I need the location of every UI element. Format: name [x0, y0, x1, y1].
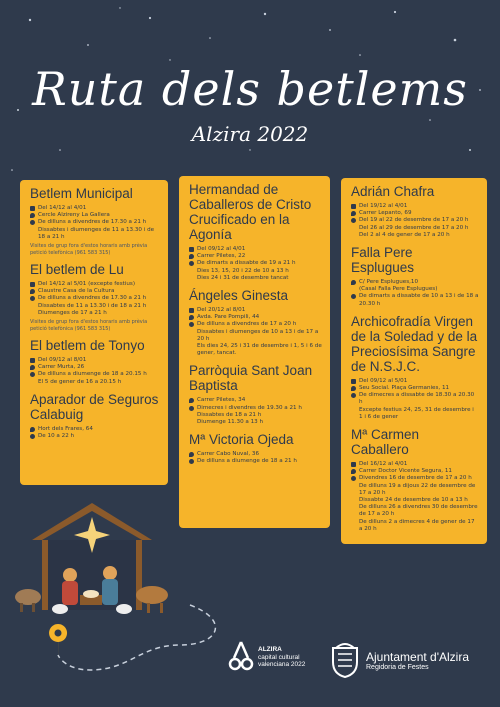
spacer-icon: [351, 520, 356, 525]
betlem-info-text: Carrer Cabo Nuval, 36: [197, 451, 260, 458]
betlem-info-line: [351, 286, 479, 293]
betlem-info-line: [351, 475, 479, 482]
clock-icon: [189, 406, 194, 411]
spacer-icon: [351, 226, 356, 231]
betlem-name: Parròquia Sant Joan Baptista: [189, 363, 313, 394]
clock-icon: [189, 261, 194, 266]
clock-icon: [30, 372, 35, 377]
betlem-entry: [351, 184, 479, 239]
betlem-info-line: [189, 314, 322, 321]
betlem-info-text: De dimecres a dissabte de 18.30 a 20.30 h: [359, 392, 475, 406]
betlem-info-text: Dimecres i divendres de 19.30 a 21 h: [197, 404, 302, 411]
pin-icon: [351, 211, 356, 216]
betlem-info-text: Dies 24 i 31 de desembre tancat: [197, 274, 289, 281]
betlem-info-text: El 5 de gener de 16 a 20.15 h: [38, 378, 122, 385]
ajuntament-name: Ajuntament d'Alzira: [366, 650, 470, 664]
betlem-info-text: (Casal Falla Pere Esplugues): [359, 286, 438, 293]
betlem-info-text: Del 09/12 al 8/01: [38, 357, 87, 364]
betlem-info-text: Carrer Lepanto, 69: [359, 210, 412, 217]
betlem-entry: [189, 182, 322, 282]
betlem-info-text: De dilluns 2 a dimecres 4 de gener de 17 a 20 h: [359, 518, 475, 532]
betlem-entry: [30, 186, 160, 256]
pin-icon: [351, 469, 356, 474]
betlem-info-line: [30, 357, 160, 364]
betlem-info-line: [30, 219, 160, 226]
betlem-info-line: [351, 483, 479, 497]
clock-icon: [351, 393, 356, 398]
spacer-icon: [189, 344, 194, 349]
betlem-name: Aparador de Seguros Calabuig: [30, 391, 159, 422]
betlem-info-text: Dies 13, 15, 20 i 22 de 10 a 13 h: [197, 267, 289, 274]
betlem-info-line: [189, 329, 322, 343]
betlem-info-text: Del 26 al 29 de desembre de 17 a 20 h: [359, 224, 469, 231]
betlem-note: Visites de grup fora d'estos horaris amb prèvia petició telefònica (961 583 315): [30, 243, 148, 256]
betlem-info-line: [189, 268, 322, 275]
betlem-info-line: [189, 405, 322, 412]
clock-icon: [351, 218, 356, 223]
betlem-info-line: [189, 397, 322, 404]
betlem-info-text: Del 2 al 4 de gener de 17 a 20 h: [359, 231, 450, 238]
alzira-logo-line-1: ALZIRA: [258, 646, 282, 653]
betlem-info-line: [189, 412, 322, 419]
betlem-info-text: De 10 a 22 h: [38, 433, 75, 440]
betlem-info-line: [30, 288, 160, 295]
betlem-info-line: [30, 227, 160, 241]
betlem-info-line: [351, 407, 479, 421]
betlem-info-line: [351, 232, 479, 239]
betlem-name: Mª Victoria Ojeda: [189, 432, 294, 448]
regidoria-name: Regidoria de Festes: [366, 664, 429, 671]
clock-icon: [189, 322, 194, 327]
betlem-info-text: Cercle Alzireny La Gallera: [38, 212, 110, 219]
spacer-icon: [30, 311, 35, 316]
betlem-info-line: [189, 343, 322, 357]
page-title: Ruta dels betlems: [32, 62, 468, 116]
betlem-info-text: Dissabtes de 11 a 13.30 i de 18 a 21 h: [38, 302, 147, 309]
spacer-icon: [189, 269, 194, 274]
spacer-icon: [351, 498, 356, 503]
betlem-name: Mª Carmen Caballero: [351, 427, 420, 458]
betlem-info-text: Del 19 al 22 de desembre de 17 a 20 h: [359, 217, 469, 224]
betlem-info-line: [351, 203, 479, 210]
betlem-info-line: [351, 293, 479, 307]
betlem-name: Archicofradía Virgen de la Soledad y de la Preciosísima Sangre de N.S.J.C.: [351, 313, 478, 374]
pin-icon: [30, 289, 35, 294]
betlem-info-line: [30, 212, 160, 219]
betlem-info-line: [30, 371, 160, 378]
spacer-icon: [351, 484, 356, 489]
card-column-3: [341, 178, 487, 544]
alzira-logo-line-2: capital cultural: [258, 653, 300, 661]
betlem-info-line: [189, 253, 322, 260]
betlem-info-text: De dilluns a divendres de 17.30 a 21 h: [38, 295, 147, 302]
betlem-info-text: Carrer Piletes, 34: [197, 397, 246, 404]
betlem-info-text: Dissabtes de 18 a 21 h: [197, 411, 262, 418]
betlem-info-line: [351, 217, 479, 224]
route-path-decoration: [30, 600, 240, 690]
betlem-info-line: [189, 321, 322, 328]
betlem-info-line: [351, 378, 479, 385]
nativity-scene-illustration: [12, 495, 172, 615]
spacer-icon: [351, 287, 356, 292]
pin-icon: [189, 398, 194, 403]
calendar-icon: [351, 462, 356, 467]
betlem-entry: [351, 245, 479, 308]
pin-icon: [189, 254, 194, 259]
pin-icon: [351, 280, 356, 285]
betlem-name: Hermandad de Caballeros de Cristo Crucificado en la Agonía: [189, 182, 312, 242]
spacer-icon: [30, 304, 35, 309]
calendar-icon: [189, 247, 194, 252]
clock-icon: [30, 434, 35, 439]
betlem-entry: [30, 262, 160, 332]
spacer-icon: [30, 380, 35, 385]
alzira-capital-cultural-logo: [228, 640, 328, 695]
betlem-entry: [189, 363, 322, 426]
betlem-entry: [351, 314, 479, 421]
betlem-info-text: Carrer Murta, 26: [38, 364, 85, 371]
betlem-info-line: [189, 451, 322, 458]
betlem-info-text: De dilluns 19 a dijous 22 de desembre de 17 a 20 h: [359, 482, 476, 496]
betlem-info-text: Del 14/12 al 5/01 (excepte festius): [38, 281, 136, 288]
betlem-name: Ángeles Ginesta: [189, 288, 289, 304]
betlem-info-line: [351, 392, 479, 406]
betlem-info-text: Diumenges de 17 a 21 h: [38, 309, 107, 316]
betlem-info-line: [351, 468, 479, 475]
betlem-info-text: Del 14/12 al 4/01: [38, 205, 87, 211]
betlem-name: El betlem de Tonyo: [30, 338, 145, 354]
betlem-info-text: Del 09/12 al 5/01: [359, 377, 408, 384]
betlem-info-line: [189, 275, 322, 282]
betlem-info-text: Dissabtes i diumenges de 10 a 13 i de 17 a 20 h: [197, 328, 319, 342]
betlem-info-line: [351, 210, 479, 217]
betlem-name: Falla Pere Esplugues: [351, 245, 415, 276]
betlem-info-text: Els dies 24, 25 i 31 de desembre i 1, 5 i 6 de gener, tancat.: [197, 343, 322, 357]
coat-of-arms-icon: [330, 642, 360, 678]
betlem-name: Betlem Municipal: [30, 186, 133, 201]
clock-icon: [30, 220, 35, 225]
betlem-info-line: [30, 426, 160, 433]
betlem-info-line: [351, 497, 479, 504]
clock-icon: [351, 294, 356, 299]
betlem-info-text: De dimarts a dissabte de 10 a 13 i de 18 a 20.30 h: [359, 293, 479, 307]
betlem-info-text: Hort dels Frares, 64: [38, 425, 93, 432]
betlem-info-text: Del 19/12 al 4/01: [359, 203, 408, 209]
betlem-info-line: [351, 461, 479, 468]
betlem-entry: [30, 338, 160, 386]
betlem-info-line: [189, 260, 322, 267]
spacer-icon: [189, 420, 194, 425]
card-column-1: [20, 180, 168, 485]
betlem-info-text: De dilluns a divendres de 17.30 a 21 h: [38, 219, 147, 226]
spacer-icon: [30, 228, 35, 233]
betlem-info-line: [351, 279, 479, 286]
betlem-info-text: De dilluns a diumenge de 18 a 20.15 h: [38, 371, 147, 378]
betlem-info-text: Dissabte 24 de desembre de 10 a 13 h: [359, 497, 468, 504]
page-subtitle: Alzira 2022: [191, 122, 309, 146]
betlem-info-text: Carrer Doctor Vicente Segura, 11: [359, 468, 452, 475]
betlem-info-line: [351, 385, 479, 392]
betlem-entry: [30, 392, 160, 440]
betlem-info-line: [351, 504, 479, 518]
betlem-entry: [189, 432, 322, 465]
pin-icon: [189, 452, 194, 457]
pin-icon: [189, 315, 194, 320]
betlem-info-text: Del 20/12 al 8/01: [197, 307, 246, 314]
betlem-info-text: Seu Social. Plaça Germanies, 11: [359, 385, 450, 392]
betlem-info-text: Dissabtes i diumenges de 11 a 13.30 i de 18 a 21 h: [38, 226, 155, 240]
betlem-info-text: Del 09/12 al 4/01: [197, 246, 246, 252]
betlem-info-line: [189, 419, 322, 426]
betlem-info-line: [30, 281, 160, 288]
betlem-info-text: De dimarts a dissabte de 19 a 21 h: [197, 260, 296, 267]
betlem-info-text: Divendres 16 de desembre de 17 a 20 h: [359, 475, 472, 482]
calendar-icon: [30, 358, 35, 363]
betlem-name: El betlem de Lu: [30, 262, 124, 278]
betlem-note: Visites de grup fora d'estos horaris amb prèvia petició telefònica (961 583 315): [30, 319, 148, 332]
betlem-info-text: C/ Pere Esplugues,10: [359, 279, 419, 286]
betlem-info-text: Avda. Pare Pompili, 44: [197, 314, 260, 321]
spacer-icon: [351, 505, 356, 510]
betlem-info-line: [30, 364, 160, 371]
betlem-info-text: Carrer Piletes, 22: [197, 253, 246, 260]
pin-icon: [30, 213, 35, 218]
calendar-icon: [189, 308, 194, 313]
betlem-info-line: [189, 307, 322, 314]
spacer-icon: [189, 330, 194, 335]
betlem-info-line: [30, 379, 160, 386]
betlem-info-line: [30, 303, 160, 310]
betlem-info-line: [189, 458, 322, 465]
spacer-icon: [189, 276, 194, 281]
betlem-info-line: [30, 295, 160, 302]
betlem-info-line: [30, 310, 160, 317]
betlem-info-line: [189, 246, 322, 253]
pin-icon: [30, 365, 35, 370]
betlem-info-line: [351, 519, 479, 533]
betlem-info-line: [30, 205, 160, 212]
betlem-info-text: Excepte festius 24, 25, 31 de desembre i 1 i 6 de gener: [359, 406, 474, 420]
pin-icon: [30, 427, 35, 432]
betlem-info-line: [30, 433, 160, 440]
calendar-icon: [351, 204, 356, 209]
spacer-icon: [351, 408, 356, 413]
betlem-name: Adrián Chafra: [351, 184, 435, 199]
calendar-icon: [351, 379, 356, 384]
betlem-info-text: De dilluns a divendres de 17 a 20 h: [197, 321, 297, 328]
betlem-info-line: [351, 225, 479, 232]
betlem-entry: [351, 427, 479, 533]
alzira-logo-line-3: valenciana 2022: [258, 661, 306, 668]
clock-icon: [189, 459, 194, 464]
clock-icon: [30, 296, 35, 301]
pin-icon: [351, 386, 356, 391]
card-column-2: [179, 176, 330, 528]
calendar-icon: [30, 206, 35, 211]
spacer-icon: [351, 233, 356, 238]
clock-icon: [351, 476, 356, 481]
betlem-info-text: De dilluns 26 a divendres 30 de desembre de 17 a 20 h: [359, 504, 478, 518]
betlem-info-text: De dilluns a diumenge de 18 a 21 h: [197, 458, 297, 465]
betlem-entry: [189, 288, 322, 357]
calendar-icon: [30, 282, 35, 287]
betlem-info-text: Claustre Casa de la Cultura: [38, 288, 115, 295]
alzira-logo-icon: [228, 640, 254, 674]
ajuntament-logo: [330, 640, 495, 695]
betlem-info-text: Del 16/12 al 4/01: [359, 461, 408, 468]
spacer-icon: [189, 413, 194, 418]
betlem-info-text: Diumenge 11.30 a 13 h: [197, 419, 264, 426]
